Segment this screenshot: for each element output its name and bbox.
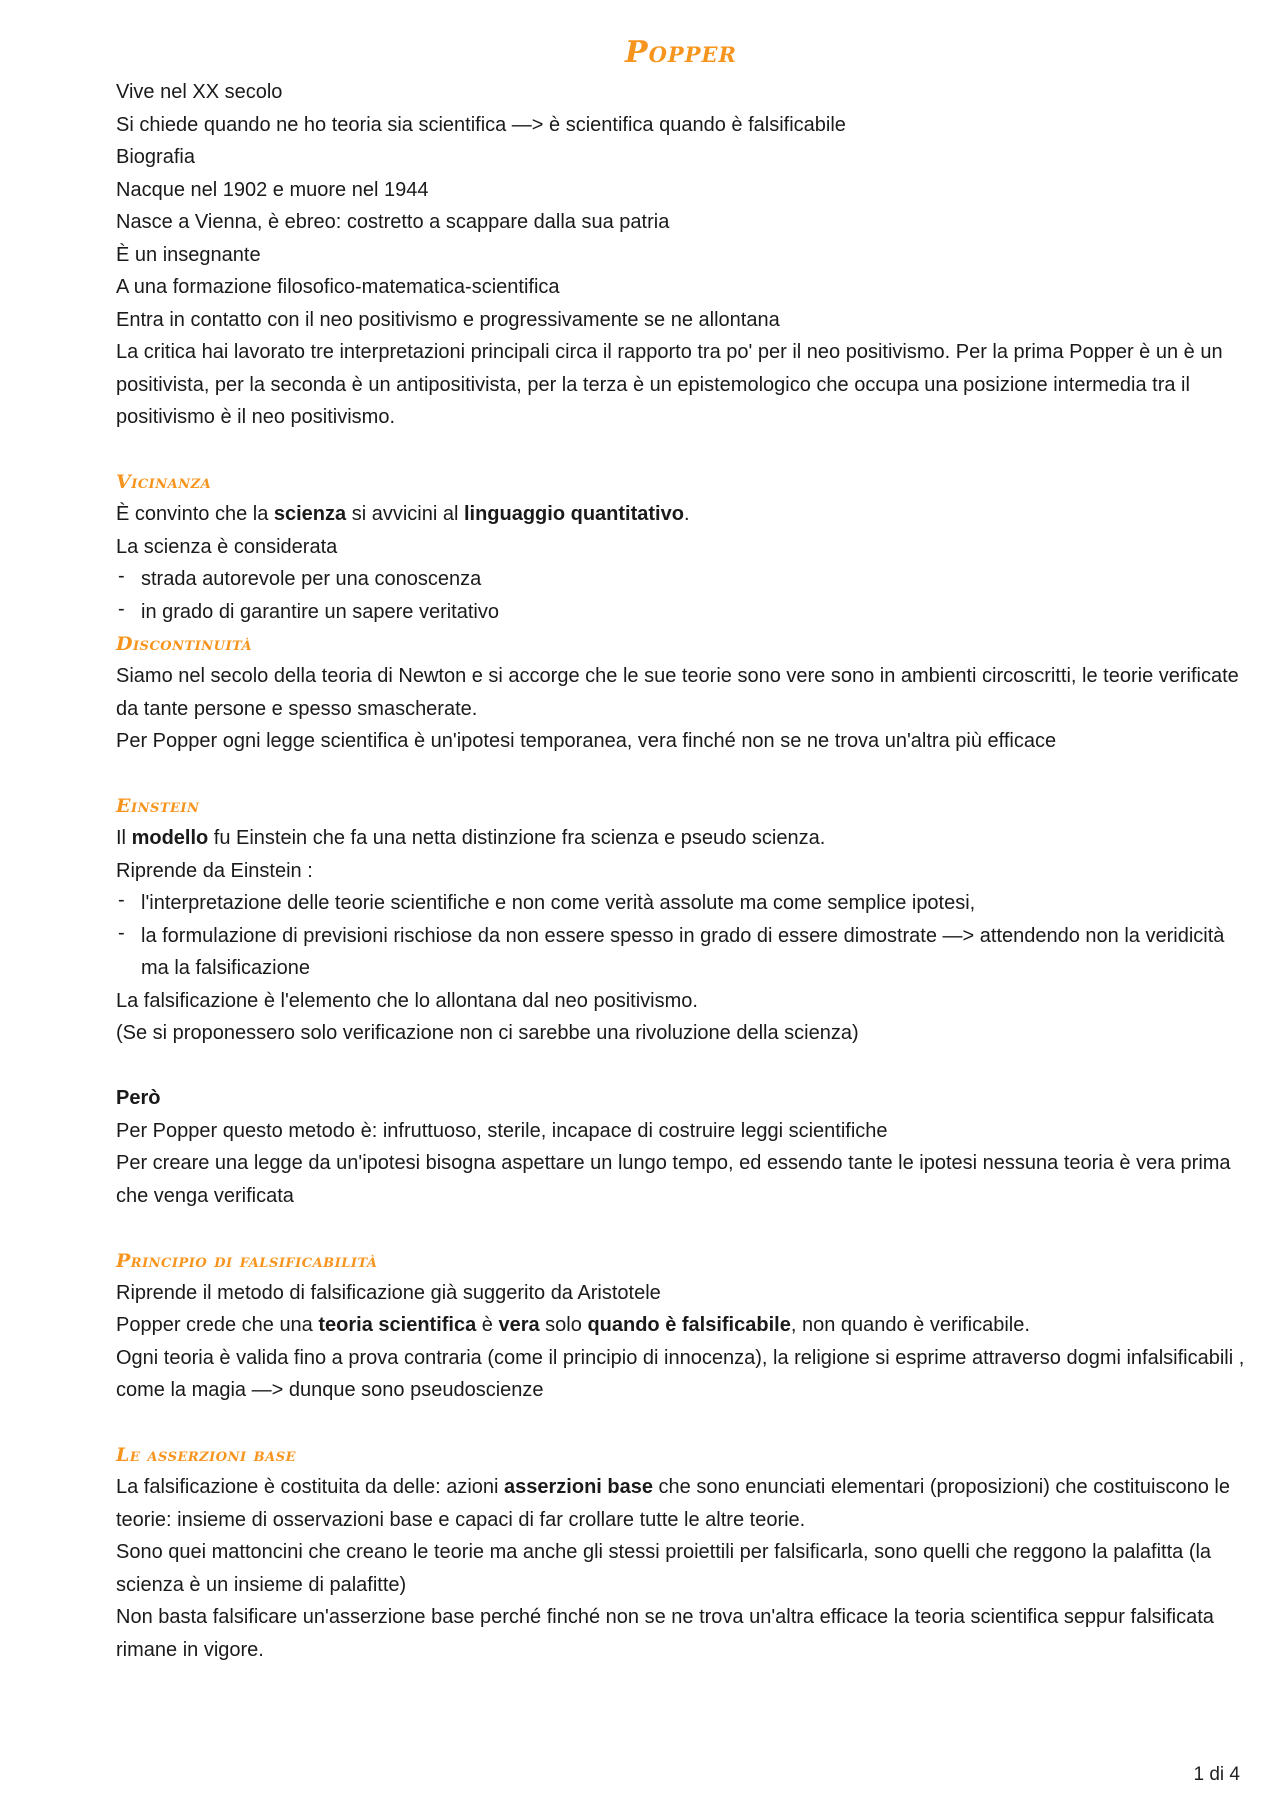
intro-line: Nacque nel 1902 e muore nel 1944	[116, 178, 429, 201]
principio-line: Riprende il metodo di falsificazione già suggerito da Aristotele	[116, 1281, 661, 1304]
intro-paragraph: La critica hai lavorato tre interpretazioni principali circa il rapporto tra po' per il neo positivismo. Per la prima Popper è un è un positivista, per la seconda è un antipositivista, per la terza è un epistemologico che occupa una posizione intermedia tra il positivismo è il neo positivismo.	[116, 341, 1223, 428]
section-heading-vicinanza: Vicinanza	[116, 471, 212, 493]
principio-line: Popper crede che una teoria scientifica è vera solo quando è falsificabile, non quando è verificabile.	[116, 1314, 1030, 1336]
page-number: 1 di 4	[1193, 1764, 1240, 1785]
list-item: - strada autorevole per una conoscenza	[116, 563, 1246, 596]
section-heading-discontinuita: Discontinuità	[116, 633, 253, 655]
pero-heading: Però	[116, 1087, 161, 1109]
intro-line: È un insegnante	[116, 243, 261, 266]
list-item: - l'interpretazione delle teorie scientifiche e non come verità assolute ma come semplice ipotesi,	[116, 887, 1246, 920]
asserzioni-paragraph: Non basta falsificare un'asserzione base perché finché non se ne trova un'altra efficace la teoria scientifica seppur falsificata rimane in vigore.	[116, 1606, 1214, 1661]
einstein-line: (Se si proponessero solo verificazione non ci sarebbe una rivoluzione della scienza)	[116, 1022, 859, 1044]
principio-paragraph: Ogni teoria è valida fino a prova contraria (come il principio di innocenza), la religione si esprime attraverso dogmi infalsificabili , come la magia —> dunque sono pseudoscienze	[116, 1346, 1245, 1401]
section-heading-asserzioni: Le asserzioni base	[116, 1444, 297, 1466]
intro-line: Nasce a Vienna, è ebreo: costretto a scappare dalla sua patria	[116, 211, 670, 233]
einstein-line: Il modello fu Einstein che fa una netta distinzione fra scienza e pseudo scienza.	[116, 827, 826, 849]
einstein-line: Riprende da Einstein :	[116, 859, 313, 882]
list-item: - in grado di garantire un sapere veritativo	[116, 596, 1246, 629]
vicinanza-line: La scienza è considerata	[116, 535, 338, 558]
section-heading-principio: Principio di falsificabilità	[116, 1249, 378, 1272]
asserzioni-paragraph: La falsificazione è costituita da delle: azioni asserzioni base che sono enunciati elementari (proposizioni) che costituiscono le teorie: insieme di osservazioni base e capaci di far crollare tutte le altre teorie.	[116, 1476, 1230, 1531]
document-page	[116, 30, 1246, 1666]
list-item: - la formulazione di previsioni rischiose da non essere spesso in grado di essere dimostrate —> attendendo non la veridicità ma la falsificazione	[116, 920, 1246, 985]
intro-line: Entra in contatto con il neo positivismo e progressivamente se ne allontana	[116, 308, 780, 331]
section-heading-einstein: Einstein	[116, 795, 200, 817]
intro-line: Vive nel XX secolo	[116, 81, 283, 103]
vicinanza-line: È convinto che la scienza si avvicini al linguaggio quantitativo.	[116, 503, 690, 525]
einstein-line: La falsificazione è l'elemento che lo allontana dal neo positivismo.	[116, 989, 698, 1012]
asserzioni-paragraph: Sono quei mattoncini che creano le teorie ma anche gli stessi proiettili per falsificarla, sono quelli che reggono la palafitta (la scienza è un insieme di palafitte)	[116, 1541, 1212, 1596]
page-title: Popper	[625, 35, 737, 70]
discontinuita-paragraph: Per Popper ogni legge scientifica è un'ipotesi temporanea, vera finché non se ne trova un'altra più efficace	[116, 730, 1057, 752]
pero-paragraph: Per creare una legge da un'ipotesi bisogna aspettare un lungo tempo, ed essendo tante le ipotesi nessuna teoria è vera prima che venga verificata	[116, 1152, 1231, 1207]
pero-line: Per Popper questo metodo è: infruttuoso, sterile, incapace di costruire leggi scientifiche	[116, 1119, 888, 1142]
discontinuita-paragraph: Siamo nel secolo della teoria di Newton e si accorge che le sue teorie sono vere sono in ambienti circoscritti, le teorie verificate da tante persone e spesso smascherate.	[116, 665, 1239, 720]
intro-line: A una formazione filosofico-matematica-scientifica	[116, 276, 560, 298]
intro-line: Si chiede quando ne ho teoria sia scientifica —> è scientifica quando è falsificabile	[116, 113, 846, 136]
intro-line: Biografia	[116, 146, 195, 168]
